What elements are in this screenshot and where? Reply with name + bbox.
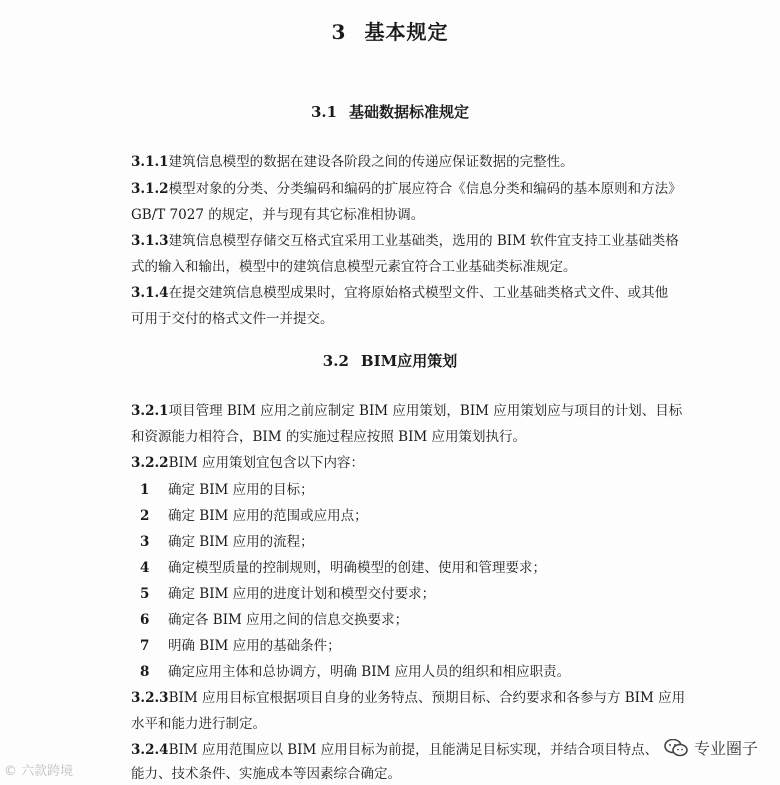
clause-text: 模型对象的分类、分类编码和编码的扩展应符合《信息分类和编码的基本原则和方法》	[168, 181, 682, 197]
list-text: 确定 BIM 应用的进度计划和模型交付要求；	[168, 586, 436, 602]
list-text: 确定应用主体和总协调方，明确 BIM 应用人员的组织和相应职责。	[168, 664, 571, 680]
section-number: 3.1	[310, 103, 338, 121]
clause-line	[131, 152, 720, 172]
clause-line	[131, 688, 720, 708]
clause-number: 3.2.4	[131, 742, 169, 758]
clause-text: GB/T 7027 的规定，并与现有其它标准相协调。	[131, 207, 425, 223]
list-item	[140, 480, 314, 500]
list-item	[140, 584, 435, 604]
clause-line	[131, 401, 720, 421]
list-index: 4	[140, 560, 150, 576]
section-name: 基础数据标准规定	[349, 103, 470, 121]
clause-line	[131, 205, 720, 225]
wechat-icon	[664, 739, 688, 757]
clause-line	[131, 427, 720, 447]
list-item	[140, 558, 546, 578]
clause-number: 3.2.3	[131, 690, 169, 706]
section-title	[0, 101, 780, 122]
section-name: BIM应用策划	[360, 352, 458, 370]
list-index: 7	[140, 638, 150, 654]
clause-number: 3.1.3	[131, 233, 169, 249]
list-item	[140, 532, 314, 552]
watermark-badge	[664, 736, 758, 759]
clause-number: 3.2.1	[131, 403, 169, 419]
chapter-number: 3	[331, 20, 347, 44]
clause-line	[131, 179, 720, 199]
list-index: 6	[140, 612, 150, 628]
clause-line	[131, 257, 720, 277]
clause-text: 在提交建筑信息模型成果时，宜将原始格式模型文件、工业基础类格式文件、或其他	[168, 285, 669, 301]
clause-text: BIM 应用策划宜包含以下内容：	[168, 455, 364, 471]
clause-line	[131, 740, 720, 760]
list-text: 确定 BIM 应用的范围或应用点；	[168, 508, 368, 524]
clause-line	[131, 714, 720, 734]
section-number: 3.2	[322, 352, 349, 370]
clause-number: 3.1.4	[131, 285, 169, 301]
clause-text: BIM 应用目标宜根据项目自身的业务特点、预期目标、合约要求和各参与方 BIM 应用	[168, 690, 686, 706]
list-index: 2	[140, 508, 150, 524]
chapter-name: 基本规定	[364, 20, 449, 44]
list-item	[140, 506, 368, 526]
clause-text: 建筑信息模型的数据在建设各阶段之间的传递应保证数据的完整性。	[168, 154, 574, 170]
clause-number: 3.1.2	[131, 181, 169, 197]
clause-line	[131, 283, 720, 303]
clause-text: 和资源能力相符合，BIM 的实施过程应按照 BIM 应用策划执行。	[131, 429, 527, 445]
clause-text: 式的输入和输出，模型中的建筑信息模型元素宜符合工业基础类标准规定。	[131, 259, 577, 275]
clause-line	[131, 453, 720, 473]
list-text: 确定 BIM 应用的目标；	[168, 482, 314, 498]
list-text: 明确 BIM 应用的基础条件；	[168, 638, 341, 654]
clause-line	[131, 764, 720, 784]
list-text: 确定各 BIM 应用之间的信息交换要求；	[168, 612, 409, 628]
clause-text: 项目管理 BIM 应用之前应制定 BIM 应用策划，BIM 应用策划应与项目的计划、目标	[168, 403, 683, 419]
list-index: 3	[140, 534, 150, 550]
list-text: 确定 BIM 应用的流程；	[168, 534, 314, 550]
clause-number: 3.1.1	[131, 154, 169, 170]
watermark-left: © 六款跨境	[4, 764, 74, 779]
clause-text: 可用于交付的格式文件一并提交。	[131, 311, 334, 327]
list-text: 确定模型质量的控制规则，明确模型的创建、使用和管理要求；	[168, 560, 546, 576]
clause-text: 建筑信息模型存储交互格式宜采用工业基础类，选用的 BIM 软件宜支持工业基础类格	[168, 233, 679, 249]
list-item	[140, 610, 408, 630]
watermark-right-text: 专业圈子	[693, 739, 758, 758]
section-title	[0, 350, 780, 371]
clause-line	[131, 309, 720, 329]
clause-line	[131, 231, 720, 251]
clause-text: BIM 应用范围应以 BIM 应用目标为前提，且能满足目标实现，并结合项目特点、	[168, 742, 659, 758]
list-index: 5	[140, 586, 150, 602]
chapter-title	[0, 16, 780, 45]
list-item	[140, 636, 341, 656]
clause-text: 能力、技术条件、实施成本等因素综合确定。	[131, 766, 401, 782]
clause-text: 水平和能力进行制定。	[131, 716, 266, 732]
list-index: 8	[140, 664, 150, 680]
clause-number: 3.2.2	[131, 455, 169, 471]
list-item	[140, 662, 570, 682]
list-index: 1	[140, 482, 150, 498]
